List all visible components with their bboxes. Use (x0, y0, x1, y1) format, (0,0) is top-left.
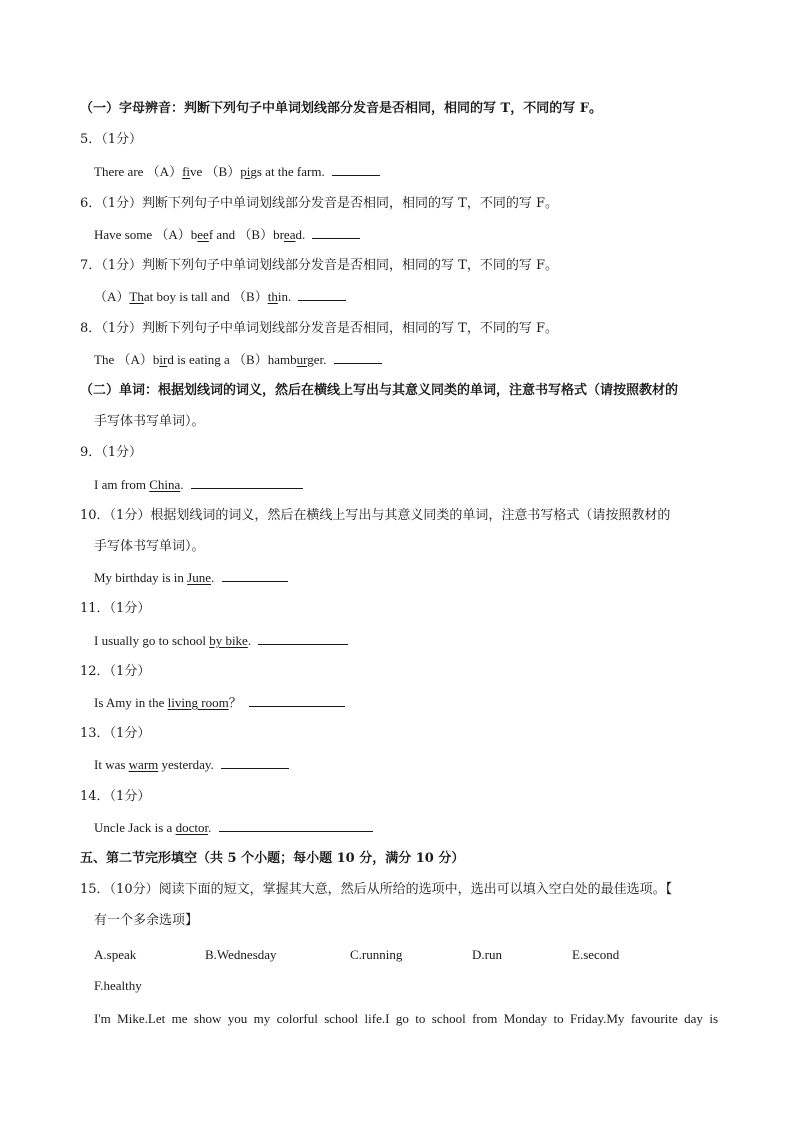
answer-blank[interactable] (258, 632, 348, 645)
question-15-instruction: 15．（10分）阅读下面的短文，掌握其大意，然后从所给的选项中，选出可以填入空白处的最佳选项。【 (80, 882, 673, 897)
underlined-part: ur (296, 352, 308, 367)
question-14-number: 14．（1分） (80, 789, 151, 804)
underlined-part: ea (283, 227, 296, 242)
section-1-heading: （一）字母辨音：判断下列句子中单词划线部分发音是否相同，相同的写 T，不同的写 F。 (80, 101, 602, 116)
question-9-sentence: I am from China. (94, 476, 303, 494)
question-12-sentence: Is Amy in the living room？ (94, 694, 345, 712)
underlined-word: warm (128, 757, 159, 772)
underlined-part: th (267, 289, 278, 304)
underlined-word: China (149, 477, 181, 492)
question-13-number: 13．（1分） (80, 726, 151, 741)
question-10-instruction-cont: 手写体书写单词）。 (94, 539, 205, 554)
option-c: C.running (350, 947, 403, 962)
section-2-heading: （二）单词：根据划线词的词义，然后在横线上写出与其意义同类的单词，注意书写格式（请按照教材的 (80, 383, 679, 398)
option-f: F.healthy (94, 978, 142, 993)
answer-blank[interactable] (334, 351, 382, 364)
section-2-heading-cont: 手写体书写单词）。 (94, 414, 205, 429)
question-11-number: 11．（1分） (80, 601, 151, 616)
answer-blank[interactable] (222, 569, 288, 582)
question-12-number: 12．（1分） (80, 664, 151, 679)
option-e: E.second (572, 947, 620, 962)
option-d: D.run (472, 947, 502, 962)
option-b: B.Wednesday (205, 947, 277, 962)
answer-blank[interactable] (249, 694, 345, 707)
question-15-instruction-cont: 有一个多余选项】 (94, 913, 199, 928)
underlined-word: by bike (209, 633, 248, 648)
question-8-sentence: The （A）bird is eating a （B）hamburger. (94, 351, 382, 369)
underlined-word: June (187, 570, 212, 585)
section-5-heading: 五、第二节完形填空（共 5 个小题；每小题 10 分，满分 10 分） (80, 851, 465, 866)
answer-blank[interactable] (221, 756, 289, 769)
underlined-word: living room (167, 695, 229, 710)
question-6-instruction: 6．（1分）判断下列句子中单词划线部分发音是否相同，相同的写 T，不同的写 F。 (80, 196, 558, 211)
question-5-number: 5．（1分） (80, 132, 143, 147)
question-10-sentence: My birthday is in June. (94, 569, 288, 587)
underlined-part: pi (240, 164, 251, 179)
answer-blank[interactable] (312, 226, 360, 239)
answer-blank[interactable] (219, 819, 373, 832)
underlined-part: ir (159, 352, 168, 367)
question-7-instruction: 7．（1分）判断下列句子中单词划线部分发音是否相同，相同的写 T，不同的写 F。 (80, 258, 558, 273)
question-7-sentence: （A）That boy is tall and （B）thin. (94, 288, 346, 306)
question-8-instruction: 8．（1分）判断下列句子中单词划线部分发音是否相同，相同的写 T，不同的写 F。 (80, 321, 558, 336)
underlined-part: fi (182, 164, 191, 179)
question-11-sentence: I usually go to school by bike. (94, 632, 348, 650)
question-10-instruction: 10．（1分）根据划线词的词义，然后在横线上写出与其意义同类的单词，注意书写格式（请按照教材的 (80, 508, 671, 523)
question-9-number: 9．（1分） (80, 445, 143, 460)
option-a: A.speak (94, 947, 137, 962)
answer-blank[interactable] (298, 288, 346, 301)
answer-blank[interactable] (191, 476, 303, 489)
question-14-sentence: Uncle Jack is a doctor. (94, 819, 373, 837)
underlined-word: doctor (175, 820, 209, 835)
passage-text: I'm Mike.Let me show you my colorful school life.I go to school from Monday to Friday.My favourite day is (94, 1011, 718, 1026)
underlined-part: Th (129, 289, 144, 304)
question-6-sentence: Have some （A）beef and （B）bread. (94, 226, 360, 244)
question-13-sentence: It was warm yesterday. (94, 756, 289, 774)
question-5-sentence: There are （A）five （B）pigs at the farm. (94, 163, 380, 181)
underlined-part: ee (197, 227, 209, 242)
answer-blank[interactable] (332, 163, 380, 176)
